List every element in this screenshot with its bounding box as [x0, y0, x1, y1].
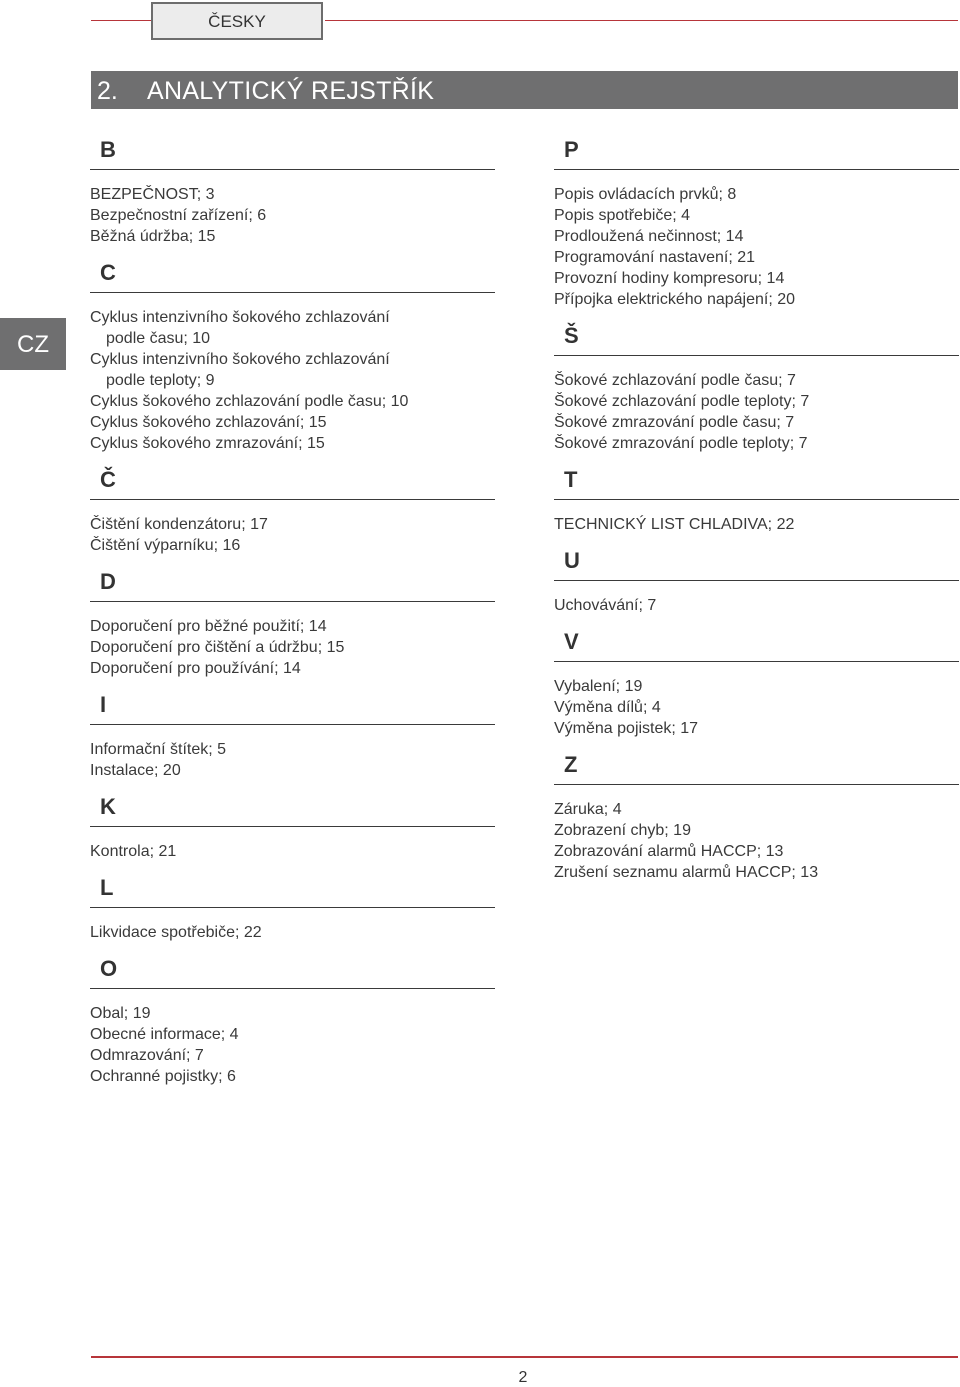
index-letter: V	[564, 629, 579, 654]
index-entries	[554, 662, 959, 747]
index-entry: Zrušení seznamu alarmů HACCP; 13	[554, 864, 819, 881]
index-entry: Čištění kondenzátoru; 17	[90, 516, 268, 533]
index-section	[90, 687, 495, 789]
index-entries	[554, 581, 959, 624]
index-letter: Š	[564, 323, 579, 348]
index-entry: Přípojka elektrického napájení; 20	[554, 291, 796, 308]
index-section	[554, 747, 959, 891]
index-entry: Zobrazení chyb; 19	[554, 822, 691, 839]
index-section	[90, 255, 495, 462]
index-section	[554, 132, 959, 318]
index-entries	[90, 989, 495, 1095]
index-section	[90, 870, 495, 951]
index-entries	[90, 725, 495, 789]
index-entry: Záruka; 4	[554, 801, 622, 818]
index-entries	[90, 908, 495, 951]
index-entry: Doporučení pro používání; 14	[90, 660, 301, 677]
index-entry: Cyklus intenzivního šokového zchlazování	[90, 309, 390, 326]
index-entry: Instalace; 20	[90, 762, 181, 779]
index-letter-heading	[90, 564, 495, 602]
index-entries	[554, 356, 959, 462]
index-letter-heading	[554, 747, 959, 785]
index-section	[554, 624, 959, 747]
index-entry: Čištění výparníku; 16	[90, 537, 241, 554]
index-section	[554, 462, 959, 543]
index-letter: Z	[564, 752, 578, 777]
index-letter: U	[564, 548, 580, 573]
index-entry: BEZPEČNOST; 3	[90, 186, 215, 203]
section-title-bar	[91, 71, 958, 109]
index-entry: Doporučení pro běžné použití; 14	[90, 618, 327, 635]
index-entries	[90, 827, 495, 870]
index-entry: Likvidace spotřebiče; 22	[90, 924, 262, 941]
index-letter-heading	[554, 462, 959, 500]
page-number: 2	[518, 1369, 528, 1386]
index-letter: O	[100, 956, 118, 981]
index-letter-heading	[554, 624, 959, 662]
index-entry: Cyklus šokového zchlazování podle času; 10	[90, 393, 409, 410]
index-entries	[90, 170, 495, 255]
index-entries	[554, 170, 959, 318]
index-entry: Šokové zchlazování podle teploty; 7	[554, 393, 810, 410]
index-letter-heading	[90, 789, 495, 827]
index-entry: Obal; 19	[90, 1005, 151, 1022]
index-letter: T	[564, 467, 578, 492]
index-entry: TECHNICKÝ LIST CHLADIVA; 22	[554, 516, 795, 533]
index-letter-heading	[554, 132, 959, 170]
index-entry: Informační štítek; 5	[90, 741, 227, 758]
index-entry: Šokové zchlazování podle času; 7	[554, 372, 796, 389]
index-section	[554, 318, 959, 462]
index-section	[90, 789, 495, 870]
index-letter-heading	[554, 543, 959, 581]
index-right-column	[554, 132, 959, 891]
index-entry: Programování nastavení; 21	[554, 249, 756, 266]
index-letter: D	[100, 569, 116, 594]
index-letter-heading	[90, 870, 495, 908]
index-entry: Bezpečnostní zařízení; 6	[90, 207, 267, 224]
index-entry: Popis spotřebiče; 4	[554, 207, 691, 224]
index-letter: B	[100, 137, 116, 162]
index-entries	[554, 500, 959, 543]
language-tab: ČESKY	[151, 2, 323, 40]
index-section	[90, 564, 495, 687]
index-left-column	[90, 132, 495, 1095]
header-rule-right	[325, 20, 958, 21]
index-entry: Šokové zmrazování podle teploty; 7	[554, 435, 808, 452]
index-entry: Doporučení pro čištění a údržbu; 15	[90, 639, 345, 656]
language-side-tab: CZ	[0, 318, 66, 370]
index-entry: Šokové zmrazování podle času; 7	[554, 414, 795, 431]
index-entries	[90, 293, 495, 462]
index-section	[90, 951, 495, 1095]
index-entries	[554, 785, 959, 891]
section-title: ANALYTICKÝ REJSTŘÍK	[147, 77, 435, 105]
index-entries	[90, 500, 495, 564]
index-letter: I	[100, 692, 107, 717]
index-entry: Kontrola; 21	[90, 843, 177, 860]
index-letter-heading	[90, 462, 495, 500]
header-rule-left	[91, 20, 151, 21]
index-letter: L	[100, 875, 114, 900]
index-entry: Cyklus šokového zmrazování; 15	[90, 435, 325, 452]
index-letter: Č	[100, 467, 116, 492]
index-entry: Vybalení; 19	[554, 678, 643, 695]
footer-rule	[91, 1356, 958, 1358]
index-letter-heading	[554, 318, 959, 356]
index-entry: Popis ovládacích prvků; 8	[554, 186, 737, 203]
index-entry: Prodloužená nečinnost; 14	[554, 228, 744, 245]
index-section	[90, 132, 495, 255]
index-entries	[90, 602, 495, 687]
index-entry: Odmrazování; 7	[90, 1047, 204, 1064]
index-letter: P	[564, 137, 579, 162]
section-number: 2.	[97, 77, 118, 105]
index-entry: podle teploty; 9	[106, 372, 215, 389]
index-letter-heading	[90, 255, 495, 293]
index-section	[554, 543, 959, 624]
index-entry: Zobrazování alarmů HACCP; 13	[554, 843, 784, 860]
index-entry: Výměna dílů; 4	[554, 699, 661, 716]
index-letter: C	[100, 260, 116, 285]
index-letter-heading	[90, 687, 495, 725]
index-letter: K	[100, 794, 116, 819]
index-entry: Výměna pojistek; 17	[554, 720, 699, 737]
index-entry: Ochranné pojistky; 6	[90, 1068, 236, 1085]
index-entry: Cyklus intenzivního šokového zchlazování	[90, 351, 390, 368]
index-section	[90, 462, 495, 564]
index-entry: Obecné informace; 4	[90, 1026, 239, 1043]
index-entry: Cyklus šokového zchlazování; 15	[90, 414, 327, 431]
index-entry: Uchovávání; 7	[554, 597, 657, 614]
index-entry: Běžná údržba; 15	[90, 228, 216, 245]
index-letter-heading	[90, 951, 495, 989]
index-entry: podle času; 10	[106, 330, 211, 347]
index-entry: Provozní hodiny kompresoru; 14	[554, 270, 785, 287]
index-letter-heading	[90, 132, 495, 170]
